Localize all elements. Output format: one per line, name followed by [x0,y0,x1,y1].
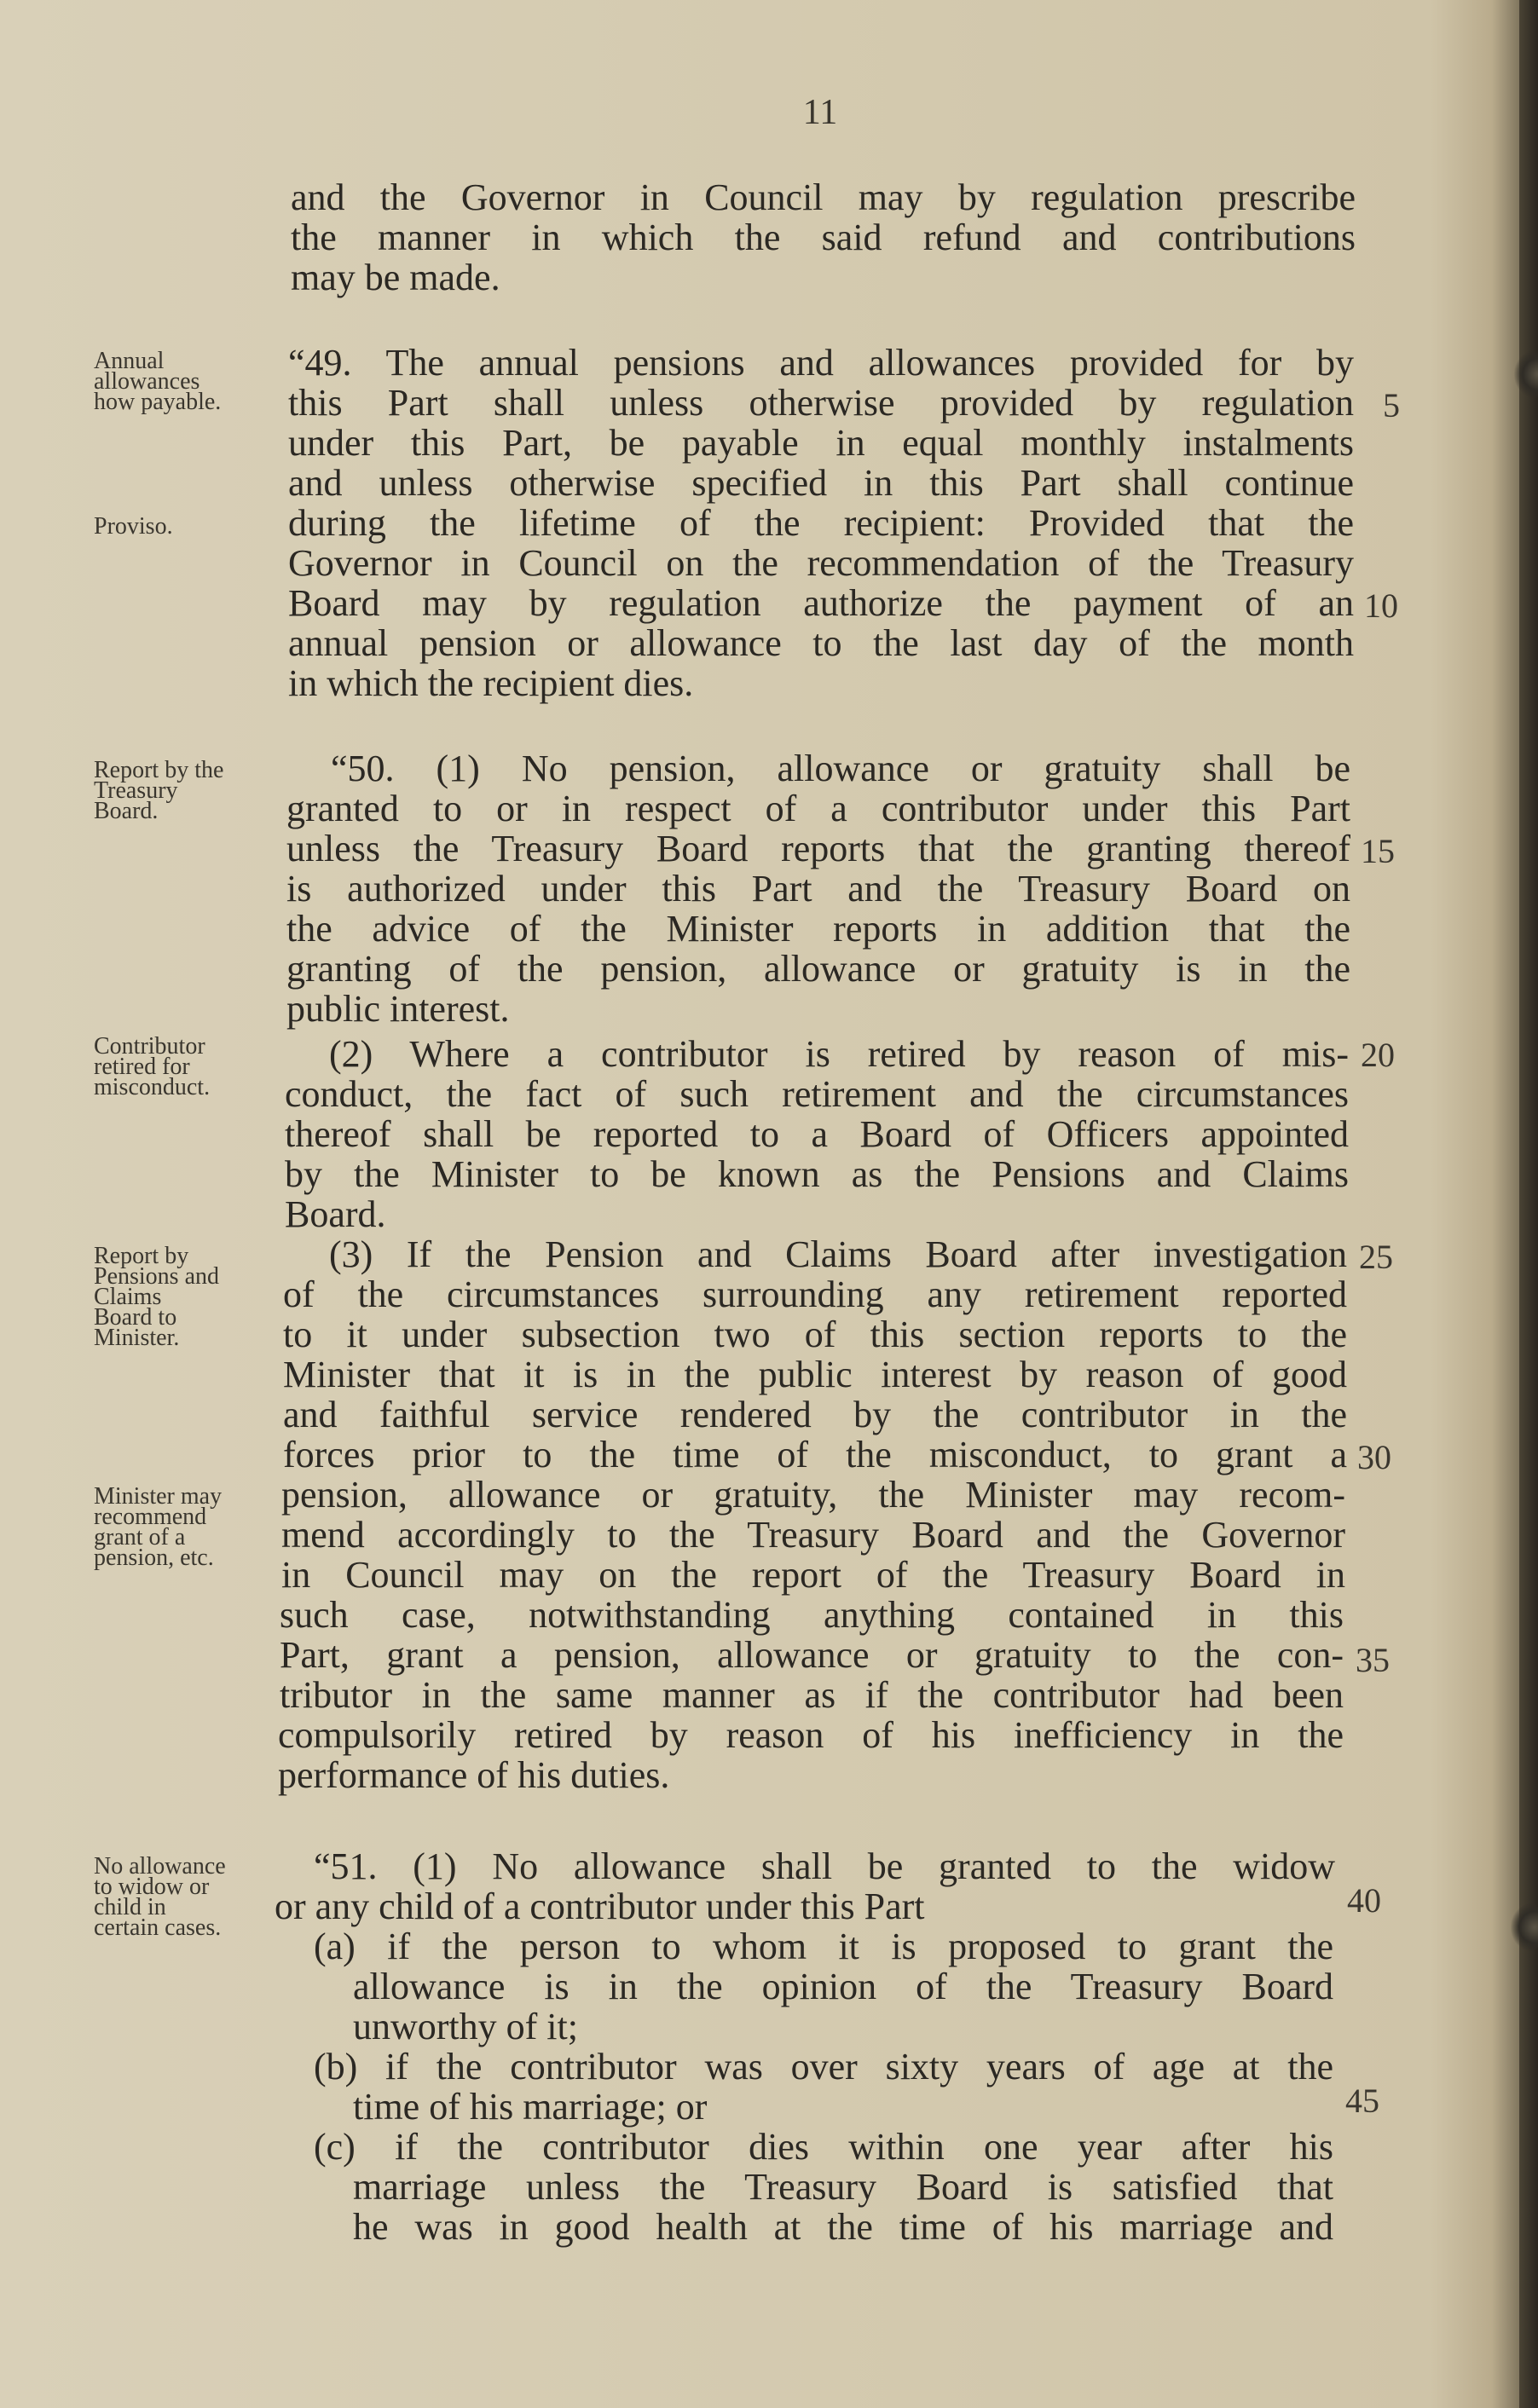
body-line: public interest. [286,989,510,1030]
body-line: the advice of the Minister reports in addition that the [286,909,1350,950]
body-line: allowance is in the opinion of the Treasury Board [353,1966,1333,2007]
body-line: this Part shall unless otherwise provided by regulation [288,383,1354,424]
line-number: 25 [1359,1238,1393,1276]
body-line: unless the Treasury Board reports that the granting thereof [286,829,1350,869]
body-line: Governor in Council on the recommendation of the Treasury [288,543,1354,584]
body-line: pension, allowance or gratuity, the Minister may recom- [281,1475,1345,1516]
line-number: 30 [1357,1438,1391,1476]
body-line: Board may by regulation authorize the payment of an [288,583,1354,624]
section-50-line: “50. (1) No pension, allowance or gratuity shall be [331,748,1350,789]
body-line: compulsorily retired by reason of his inefficiency in the [278,1715,1344,1756]
subsection-3-line: (3) If the Pension and Claims Board after investigation [329,1234,1347,1275]
body-line: is authorized under this Part and the Treasury Board on [286,869,1350,909]
body-line: during the lifetime of the recipient: Provided that the [288,503,1354,544]
clause-a-line: (a) if the person to whom it is proposed to grant the [314,1926,1333,1967]
clause-b-line: (b) if the contributor was over sixty years of age at the [314,2047,1333,2088]
body-line: or any child of a contributor under this Part [275,1886,925,1927]
marginal-note: Contributor retired for misconduct. [94,1033,211,1100]
body-line: by the Minister to be known as the Pensions and Claims [285,1154,1349,1195]
body-line: under this Part, be payable in equal monthly instalments [288,423,1354,464]
marginal-note: No allowance to widow or child in certain cases. [94,1853,226,1941]
body-line: of the circumstances surrounding any retirement reported [283,1274,1347,1315]
body-line: he was in good health at the time of his marriage and [353,2207,1333,2248]
body-line: granting of the pension, allowance or gratuity is in the [286,949,1350,990]
body-line: and the Governor in Council may by regulation prescribe [291,177,1356,218]
body-line: such case, notwithstanding anything contained in this [280,1595,1344,1636]
line-number: 35 [1356,1641,1390,1679]
body-line: granted to or in respect of a contributor under this Part [286,788,1350,829]
section-49-line: “49. The annual pensions and allowances provided for by [288,343,1354,384]
marginal-note: Report by Pensions and Claims Board to Minister. [94,1243,219,1351]
subsection-2-line: (2) Where a contributor is retired by reason of mis- [329,1034,1349,1075]
marginal-note: Proviso. [94,513,173,540]
body-line: to it under subsection two of this section reports to the [283,1314,1347,1355]
body-line: tributor in the same manner as if the contributor had been [280,1675,1344,1716]
line-number: 15 [1361,832,1395,870]
body-line: performance of his duties. [278,1755,670,1796]
body-line: in Council may on the report of the Treasury Board in [281,1555,1345,1596]
body-line: mend accordingly to the Treasury Board and the Governor [281,1515,1345,1556]
marginal-note: Minister may recommend grant of a pension, etc. [94,1483,223,1571]
line-number: 10 [1364,586,1398,625]
line-number: 40 [1347,1881,1381,1920]
line-number: 20 [1361,1036,1395,1074]
body-line: and faithful service rendered by the contributor in the [283,1395,1347,1435]
body-line: time of his marriage; or [353,2087,708,2128]
binding-hole [1511,1903,1538,1952]
body-line: may be made. [291,257,500,298]
line-number: 45 [1345,2082,1379,2120]
body-line: marriage unless the Treasury Board is satisfied that [353,2167,1333,2208]
body-line: Minister that it is in the public interest by reason of good [283,1354,1347,1395]
body-line: unworthy of it; [353,2007,578,2047]
body-line: and unless otherwise specified in this Part shall continue [288,463,1354,504]
body-line: Part, grant a pension, allowance or gratuity to the con- [280,1635,1344,1676]
marginal-note: Annual allowances how payable. [94,348,222,415]
page-number: 11 [802,93,838,132]
body-line: annual pension or allowance to the last day of the month [288,623,1354,664]
marginal-note: Report by the Treasury Board. [94,757,224,824]
body-line: thereof shall be reported to a Board of Officers appointed [285,1114,1349,1155]
section-51-line: “51. (1) No allowance shall be granted to the widow [314,1846,1335,1887]
body-line: in which the recipient dies. [288,663,694,704]
body-line: Board. [285,1194,386,1235]
body-line: conduct, the fact of such retirement and the circumstances [285,1074,1349,1115]
clause-c-line: (c) if the contributor dies within one year after his [314,2127,1333,2168]
body-line: the manner in which the said refund and contributions [291,217,1356,258]
line-number: 5 [1383,386,1400,424]
body-line: forces prior to the time of the misconduct, to grant a [283,1435,1347,1475]
